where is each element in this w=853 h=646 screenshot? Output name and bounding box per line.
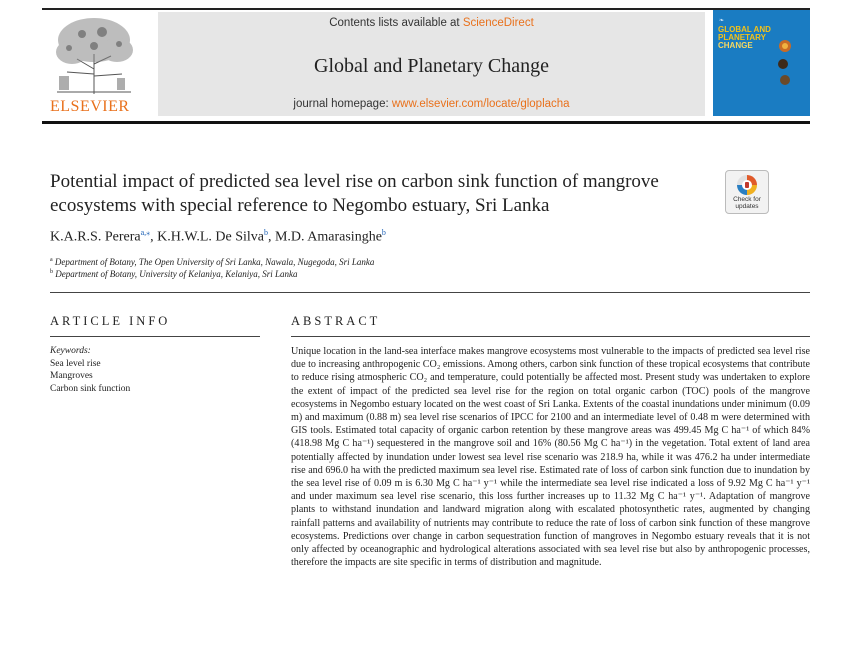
top-rule (42, 8, 810, 10)
author-list (50, 228, 750, 246)
journal-title[interactable]: Global and Planetary Change (314, 55, 549, 77)
keyword-item[interactable]: Mangroves (50, 371, 93, 381)
affiliation-text: Department of Botany, The Open University of Sri Lanka, Nawala, Nugegoda, Sri Lanka (54, 257, 375, 267)
keywords-label: Keywords: (50, 346, 91, 356)
cover-title-line: GLOBAL AND (718, 25, 771, 34)
abstract-heading: ABSTRACT (291, 314, 381, 328)
crossmark-icon (736, 174, 758, 196)
abstract-text: Unique location in the land-sea interface makes mangrove ecosystems most vulnerable to the impacts of predicted sea level rise due to increasing anthropogenic CO₂ emissions. Among others, carbon sink function of these tropical ecosystems that contribute to reduce rising atmospheric CO₂ and temperature, could potentially be affected most. Present study was undertaken to explore the extent of impact of the predicted sea level rise for the region on total organic carbon (TOC) pools of the mangrove ecosystems in Negombo estuary located on the west coast of Sri Lanka. Extents of the coastal inundations under minimum (0.09 m) and maximum (0.88 m) sea level rise scenarios of IPCC for 2100 and an intermediate level of 0.48 m were determined with GIS tools. Estimated total capacity of organic carbon retention by these mangrove areas was 499.45 Mg C ha⁻¹ of which 84% (418.98 Mg C ha⁻¹) sequestered in the mangrove soil and 16% (80.56 Mg C ha⁻¹) in the vegetation. Total extent of land area potentially affected by inundation under lowest sea level rise scenario was 218.9 ha, while it was 476.2 ha under intermediate rise and 696.0 ha with the predicted maximum sea level rise. Estimated rate of loss of carbon sink function due to inundation by the sea level rise of 0.09 m is 6.30 Mg C ha⁻¹ y⁻¹ while the intermediate sea level rise indicated a loss of 9.92 Mg C ha⁻¹ y⁻¹ and under maximum sea level rise scenario, this loss further increases up to 11.32 Mg C ha⁻¹ y⁻¹. Adaptation of mangrove plants to withstand inundation and landward migration along with escalated photosynthetic rates, augmented by changing rainfall patterns and availability of nutrients may contribute to reduce the rate of loss of carbon sink function of these mangrove ecosystems. Predictions over change in carbon sequestration function of mangroves in Negombo estuary reveals that it is not only affected by oceanographic and hydrological alterations associated with sea level rise but also by anthropogenic processes, therefore the impacts are site specific in terms of distribution and magnitude. (291, 346, 810, 569)
affiliation-text: Department of Botany, University of Kelaniya, Kelaniya, Sri Lanka (55, 269, 298, 279)
author-name[interactable]: K.A.R.S. Perera (50, 229, 141, 245)
author-name[interactable]: M.D. Amarasinghe (274, 229, 382, 245)
article-title: Potential impact of predicted sea level rise on carbon sink function of mangrove ecosystems with special reference to Negombo estuary, Sri Lanka (50, 171, 659, 216)
article-info-rule (50, 336, 260, 337)
author-name[interactable]: K.H.W.L. De Silva (157, 229, 264, 245)
contents-line (158, 17, 705, 29)
affiliation-sup: a (50, 257, 53, 263)
cover-title-line: CHANGE (718, 41, 753, 50)
cover-title (718, 26, 776, 50)
separator-rule (50, 292, 810, 293)
header-bottom-rule (42, 121, 810, 124)
author-affiliation-sup[interactable]: b (381, 228, 386, 237)
author-affiliation-sup[interactable]: a,⁎ (140, 228, 151, 237)
journal-header (158, 12, 705, 116)
affiliation (50, 269, 750, 279)
check-updates-line: updates (735, 203, 759, 210)
affiliation (50, 257, 750, 267)
author-separator: , (150, 229, 158, 245)
keyword-item[interactable]: Carbon sink function (50, 383, 131, 394)
publisher-name: ELSEVIER (50, 98, 130, 115)
svg-text:❧: ❧ (719, 18, 725, 24)
check-updates-line: Check for (733, 196, 761, 203)
affiliation-sup: b (50, 269, 53, 275)
homepage-prefix: journal homepage: (293, 98, 392, 110)
contents-prefix: Contents lists available at (329, 17, 463, 29)
author-affiliation-sup[interactable]: b (263, 228, 268, 237)
cover-title-line: PLANETARY (718, 33, 766, 42)
keyword-item[interactable]: Sea level rise (50, 358, 101, 369)
article-info-heading: ARTICLE INFO (50, 314, 171, 328)
abstract-rule (291, 336, 810, 337)
author-separator: , (267, 229, 275, 245)
homepage-line (158, 98, 705, 110)
check-updates-label (726, 196, 768, 210)
elsevier-tree-icon (47, 14, 141, 96)
keywords-block (50, 345, 260, 395)
elsevier-logo[interactable] (44, 14, 144, 116)
journal-cover[interactable] (713, 10, 810, 116)
homepage-url-link[interactable]: www.elsevier.com/locate/gloplacha (391, 98, 570, 110)
sciencedirect-link[interactable]: ScienceDirect (462, 17, 534, 29)
check-for-updates-button[interactable] (725, 170, 769, 214)
